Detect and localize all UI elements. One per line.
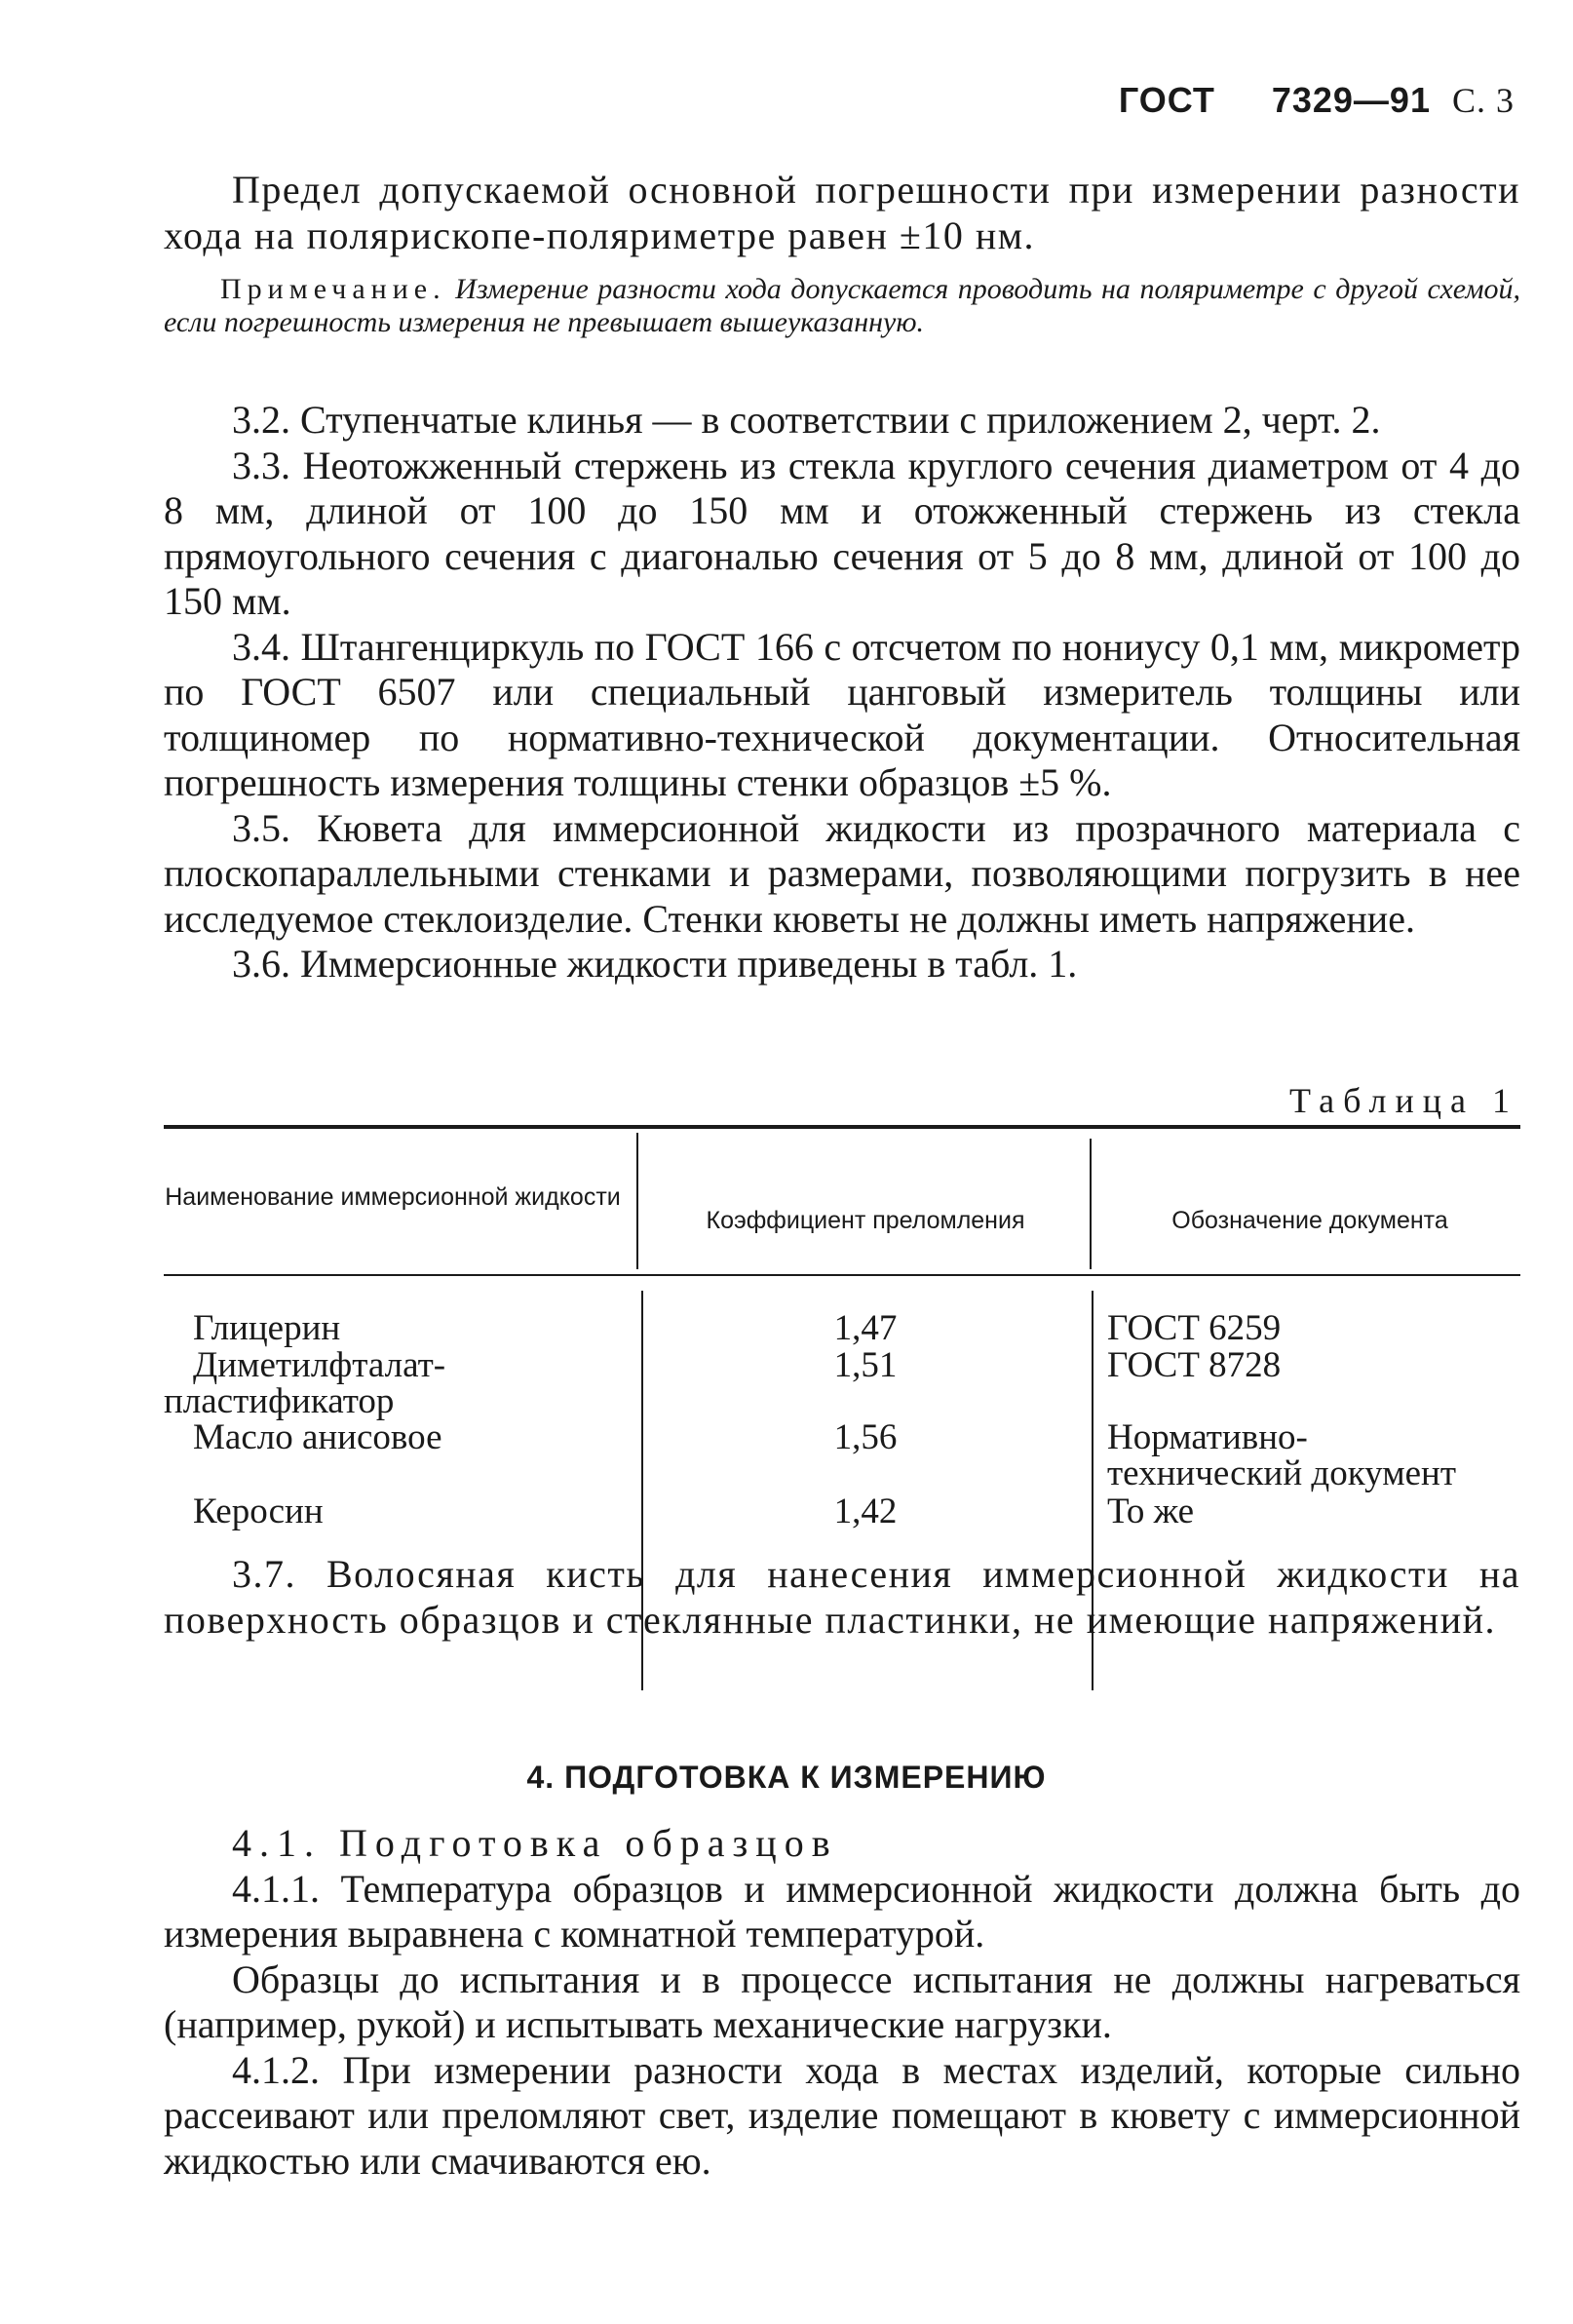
header-page-number: С. 3 <box>1451 81 1515 120</box>
paragraph-3-2: 3.2. Ступенчатые клинья — в соответствии с приложением 2, черт. 2. <box>232 398 1381 442</box>
table-top-rule <box>164 1125 1520 1129</box>
table-cell-coefficient: 1,47 <box>833 1308 898 1348</box>
table-caption: Таблица 1 <box>1289 1081 1518 1120</box>
paragraph-error-limit: Предел допускаемой основной погрешности при измерении разности хода на полярископе-поляриметре равен ±10 нм. <box>164 168 1520 257</box>
paragraph-3-3: 3.3. Неотожженный стержень из стекла круглого сечения диаметром от 4 до 8 мм, длиной от 100 до 150 мм и отожженный стержень из стекла прямоугольного сечения с диагональю сечения от 5 до 8 мм, длиной от 100 до 150 мм. <box>164 443 1520 623</box>
subsection-title: 4.1. Подготовка образцов <box>232 1821 838 1865</box>
table-column-divider <box>1090 1139 1092 1269</box>
table-cell-document: ГОСТ 6259 <box>1107 1308 1282 1348</box>
text-block-equipment <box>164 398 1520 988</box>
section-title: 4. ПОДГОТОВКА К ИЗМЕРЕНИЮ <box>526 1760 1047 1795</box>
table-cell-name: Глицерин <box>193 1308 341 1348</box>
table-cell-coefficient: 1,42 <box>833 1491 898 1531</box>
table-cell-document: ГОСТ 8728 <box>1107 1345 1282 1385</box>
table-cell-name: Диметилфталат-пластификатор <box>164 1345 446 1421</box>
header-standard-label: ГОСТ <box>1118 80 1215 120</box>
table-cell-coefficient: 1,51 <box>833 1345 898 1385</box>
header-standard-number: 7329—91 <box>1271 80 1431 120</box>
paragraph-3-7: 3.7. Волосяная кисть для нанесения иммерсионной жидкости на поверхность образцов и стеклянные пластинки, не имеющие напряжений. <box>164 1552 1520 1642</box>
text-block-preparation <box>164 1821 1520 2184</box>
text-block-error-limit <box>164 168 1520 258</box>
table-cell-coefficient: 1,56 <box>833 1417 898 1457</box>
table-column-divider <box>636 1133 638 1269</box>
note-label: Примечание. <box>220 273 446 305</box>
paragraph-3-4: 3.4. Штангенциркуль по ГОСТ 166 с отсчетом по нониусу 0,1 мм, микрометр по ГОСТ 6507 или специальный цанговый измеритель толщины или толщиномер по нормативно-технической документации. Относительная погрешность измерения толщины стенки образцов ±5 %. <box>164 624 1520 804</box>
paragraph-4-1-1-continued: Образцы до испытания и в процессе испытания не должны нагреваться (например, рукой) и испытывать механические нагрузки. <box>164 1956 1520 2046</box>
note <box>164 273 1520 339</box>
table-cell-name: Керосин <box>193 1491 324 1531</box>
table-cell-name: Масло анисовое <box>193 1417 442 1457</box>
paragraph-3-6: 3.6. Иммерсионные жидкости приведены в табл. 1. <box>232 942 1078 986</box>
text-block-brush <box>164 1552 1520 1643</box>
table-header-name: Наименование иммерсионной жидкости <box>165 1183 621 1211</box>
table-cell-document: То же <box>1107 1491 1195 1531</box>
table-header-rule <box>164 1274 1520 1276</box>
paragraph-4-1-2: 4.1.2. При измерении разности хода в местах изделий, которые сильно рассеивают или преломляют свет, изделие помещают в кювету с иммерсионной жидкостью или смачиваются ею. <box>164 2047 1520 2183</box>
paragraph-3-5: 3.5. Кювета для иммерсионной жидкости из прозрачного материала с плоскопараллельными стенками и размерами, позволяющими погрузить в нее исследуемое стеклоизделие. Стенки кюветы не должны иметь напряжение. <box>164 805 1520 941</box>
paragraph-4-1-1: 4.1.1. Температура образцов и иммерсионной жидкости должна быть до измерения выравнена с комнатной температурой. <box>164 1866 1520 1956</box>
note-text: Измерение разности хода допускается проводить на поляриметре с другой схемой, если погрешность измерения не превышает вышеуказанную. <box>164 273 1520 338</box>
running-header <box>1119 80 1515 121</box>
table-cell-document: Нормативно-технический документ <box>1107 1417 1457 1493</box>
table-header-coefficient: Коэффициент преломления <box>706 1207 1025 1234</box>
table-header-document: Обозначение документа <box>1171 1207 1448 1234</box>
